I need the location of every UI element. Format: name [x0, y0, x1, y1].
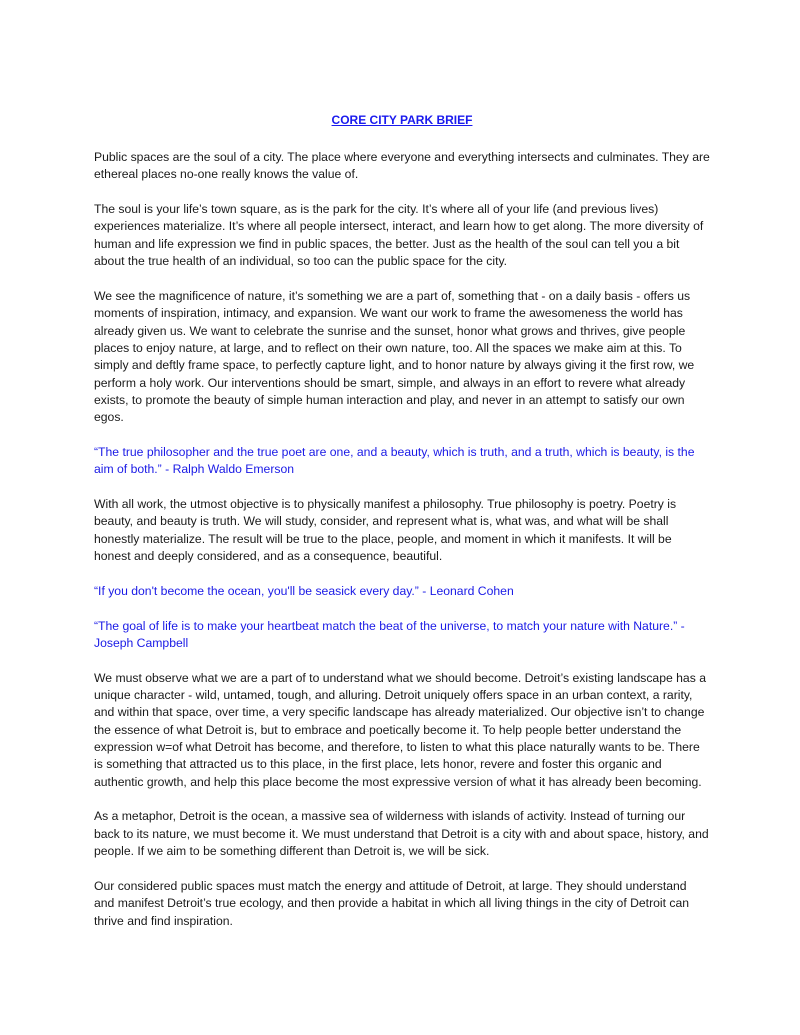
- title-link[interactable]: CORE CITY PARK BRIEF: [331, 113, 473, 127]
- paragraph-soul-town-square: The soul is your life’s town square, as is the park for the city. It’s where all of your life (and previous lives) experiences materialize. It’s where all people intersect, interact, and learn how to get along. The more diversity of human and life expression we find in public spaces, the better. Just as the health of the soul can tell you a bit about the true health of an individual, so too can the public space for the city.: [94, 202, 704, 269]
- paragraph-public-spaces-energy: Our considered public spaces must match the energy and attitude of Detroit, at large. They should understand and manifest Detroit’s true ecology, and then provide a habitat in which all living things in the city of Detroit can thrive and find inspiration.: [94, 878, 690, 928]
- quote-emerson: “The true philosopher and the true poet are one, and a beauty, which is truth, and a truth, which is beauty, is the aim of both.” - Ralph Waldo Emerson: [94, 444, 695, 477]
- quote-cohen: “If you don't become the ocean, you'll be seasick every day.” - Leonard Cohen: [94, 583, 514, 598]
- document-title: [94, 112, 710, 129]
- paragraph-detroit-ocean: As a metaphor, Detroit is the ocean, a massive sea of wilderness with islands of activity. Instead of turning our back to its nature, we must become it. We must understand that Detroit is a city with and about space, history, and people. If we aim to be something different than Detroit is, we will be sick.: [94, 809, 709, 859]
- paragraph-detroit-landscape: We must observe what we are a part of to understand what we should become. Detroit’s existing landscape has a unique character - wild, untamed, tough, and alluring. Detroit uniquely offers space in an urban context, a rarity, and within that space, over time, a very specific landscape has already materialized. Our objective isn’t to change the essence of what Detroit is, but to embrace and poetically become it. To help people better understand the expression w=of what Detroit has become, and therefore, to listen to what this place naturally wants to be. There is something that attracted us to this place, in the first place, lets honor, revere and foster this organic and authentic growth, and help this place become the most expressive version of what it has already been becoming.: [94, 670, 706, 789]
- quote-campbell: “The goal of life is to make your heartbeat match the beat of the universe, to match your nature with Nature.” - Joseph Campbell: [94, 618, 685, 650]
- document-page: [94, 112, 710, 947]
- paragraph-philosophy: With all work, the utmost objective is to physically manifest a philosophy. True philosophy is poetry. Poetry is beauty, and beauty is truth. We will study, consider, and represent what is, what was, and what will be shall honestly materialize. The result will be true to the place, people, and moment in which it manifests. It will be honest and deeply considered, and as a consequence, beautiful.: [94, 497, 677, 564]
- paragraph-magnificence-of-nature: We see the magnificence of nature, it’s something we are a part of, something that - on a daily basis - offers us moments of inspiration, intimacy, and expansion. We want our work to frame the awesomeness the world has already given us. We want to celebrate the sunrise and the sunset, honor what grows and thrives, give people places to enjoy nature, at large, and to reflect on their own nature, too. All the spaces we make aim at this. To simply and deftly frame space, to perfectly capture light, and to honor nature by always giving it the first row, we perform a holy work. Our interventions should be smart, simple, and always in an effort to revere what already exists, to promote the beauty of simple human interaction and play, and never in an attempt to satisfy our own egos.: [94, 288, 695, 425]
- paragraph-public-spaces: Public spaces are the soul of a city. The place where everyone and everything intersects and culminates. They are ethereal places no-one really knows the value of.: [94, 150, 710, 182]
